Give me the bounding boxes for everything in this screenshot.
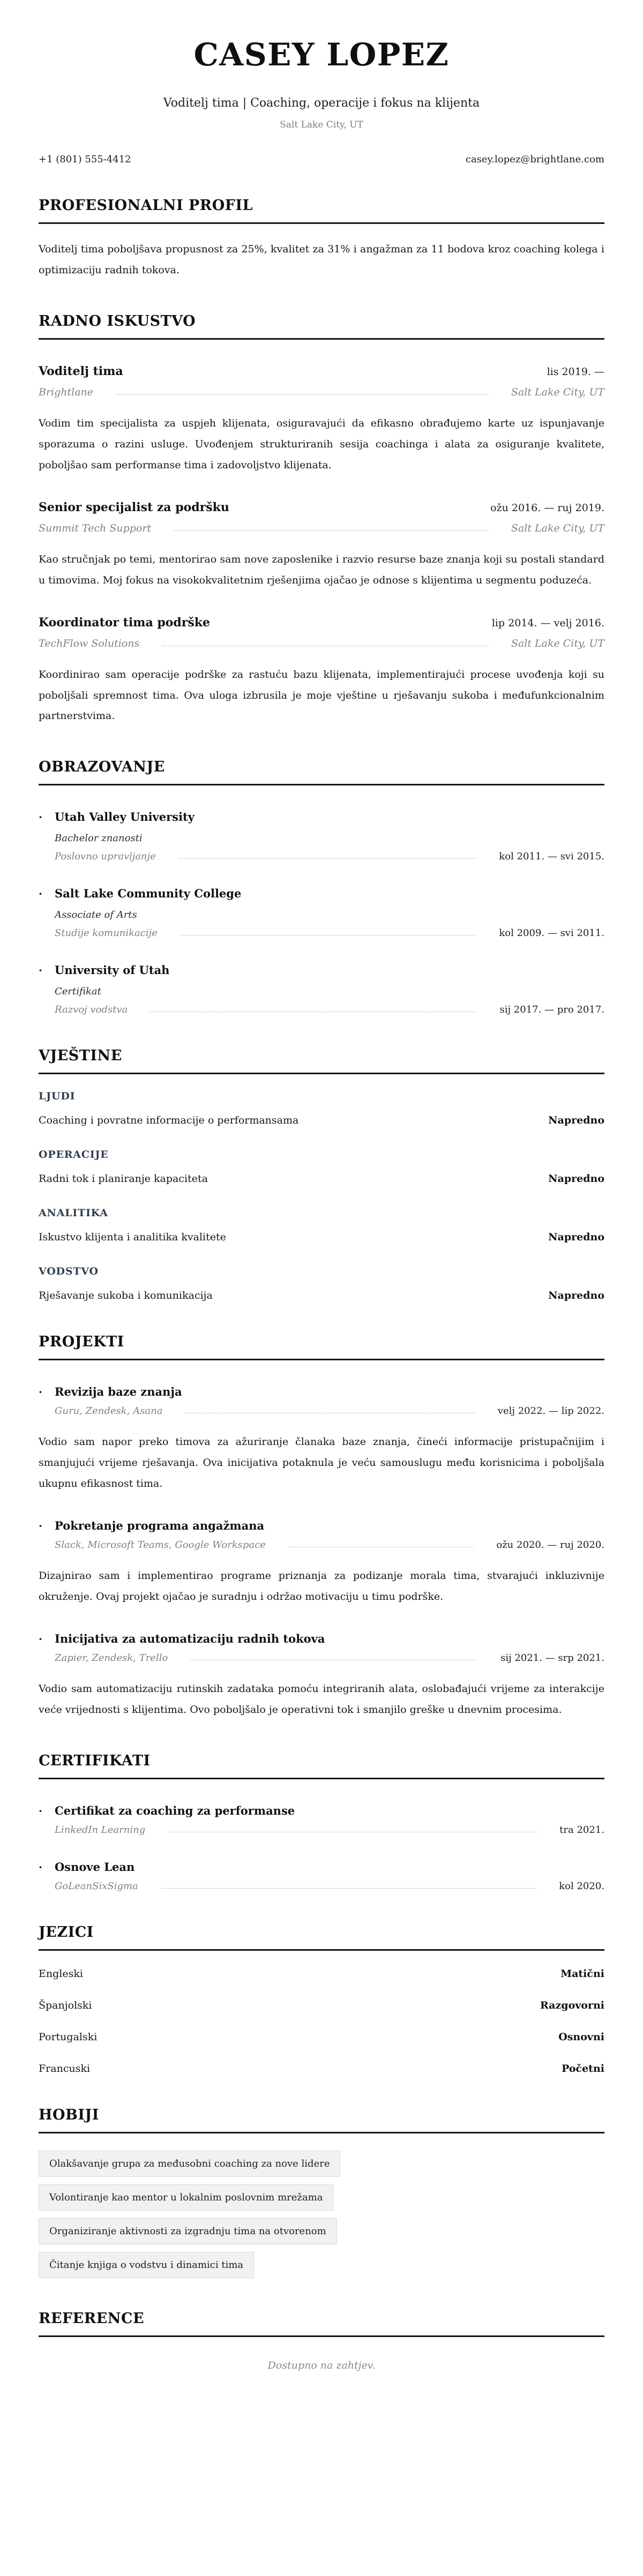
project-dates: ožu 2020. — ruj 2020. — [496, 1539, 604, 1551]
section-title-references: REFERENCE — [39, 2310, 604, 2337]
skill-name: Iskustvo klijenta i analitika kvalitete — [39, 1231, 226, 1244]
bullet-icon — [39, 811, 55, 823]
education-field-row — [39, 927, 604, 939]
certification-entry — [39, 1860, 604, 1892]
bullet-icon — [39, 1519, 55, 1532]
skill-level: Napredno — [548, 1290, 604, 1302]
dotted-divider — [161, 1888, 536, 1889]
section-title-profile: PROFESIONALNI PROFIL — [39, 197, 604, 224]
job-company: TechFlow Solutions — [39, 637, 140, 649]
project-entry — [39, 1519, 604, 1607]
job-entry — [39, 364, 604, 476]
hobby-tag: Organiziranje aktivnosti za izgradnju tima na otvorenom — [39, 2218, 337, 2244]
education-field-row — [39, 851, 604, 862]
project-name: Pokretanje programa angažmana — [55, 1519, 265, 1533]
education-head — [39, 887, 604, 900]
skill-row — [39, 1290, 604, 1301]
job-subrow — [39, 522, 604, 534]
project-entry — [39, 1385, 604, 1494]
section-skills — [39, 1047, 604, 1301]
candidate-email: casey.lopez@brightlane.com — [465, 154, 604, 165]
skill-group — [39, 1090, 604, 1126]
profile-text: Voditelj tima poboljšava propusnost za 25%, kvalitet za 31% i angažman za 11 bodova kroz coaching kolega i optimizaciju radnih tokova. — [39, 243, 604, 276]
project-entry — [39, 1632, 604, 1720]
language-name: Engleski — [39, 1967, 83, 1980]
dotted-divider — [116, 394, 489, 395]
education-head — [39, 963, 604, 977]
job-title: Koordinator tima podrške — [39, 615, 211, 630]
job-location: Salt Lake City, UT — [511, 386, 604, 398]
section-title-languages: JEZICI — [39, 1924, 604, 1951]
language-name: Španjolski — [39, 1999, 92, 2011]
hobby-list — [39, 2151, 604, 2278]
contact-row — [39, 154, 604, 165]
job-description: Koordinirao sam operacije podrške za rastuću bazu klijenata, implementirajući procese uvođenja koji su poboljšali spremnost tima. Ova uloga izbrusila je moje vještine u rješavanju sukoba i međufunkcionalnim partnerstvima. — [39, 668, 604, 722]
job-company: Brightlane — [39, 386, 94, 398]
language-name: Francuski — [39, 2062, 91, 2075]
language-level: Početni — [562, 2062, 604, 2075]
project-description: Dizajnirao sam i implementirao programe priznanja za podizanje morala tima, stvarajući inkluzivnije okruženje. Ovaj projekt ojačao je suradnju i održao motivaciju u timu podrške. — [39, 1570, 604, 1603]
dotted-divider — [178, 858, 476, 859]
candidate-location: Salt Lake City, UT — [280, 119, 363, 130]
project-head — [39, 1632, 604, 1645]
skill-category: ANALITIKA — [39, 1207, 108, 1219]
resume-header — [39, 36, 604, 165]
project-dates: velj 2022. — lip 2022. — [497, 1405, 604, 1417]
project-tools-row — [39, 1539, 604, 1551]
education-entry — [39, 963, 604, 1015]
candidate-name: CASEY LOPEZ — [193, 36, 450, 73]
section-references — [39, 2310, 604, 2371]
certification-head — [39, 1804, 604, 1817]
language-name: Portugalski — [39, 2031, 98, 2043]
skill-group — [39, 1265, 604, 1301]
skill-name: Coaching i povratne informacije o performansama — [39, 1114, 299, 1127]
job-title: Senior specijalist za podršku — [39, 500, 229, 514]
section-title-certifications: CERTIFIKATI — [39, 1753, 604, 1779]
project-tools: Guru, Zendesk, Asana — [55, 1405, 163, 1417]
certification-entry — [39, 1804, 604, 1836]
section-projects — [39, 1334, 604, 1720]
bullet-icon — [39, 1804, 55, 1817]
job-head — [39, 616, 604, 630]
skill-category: LJUDI — [39, 1090, 76, 1103]
project-tools-row — [39, 1652, 604, 1664]
project-dates: sij 2021. — srp 2021. — [500, 1652, 604, 1664]
education-entry — [39, 887, 604, 939]
project-description: Vodio sam automatizaciju rutinskih zadataka pomoću integriranih alata, oslobađajući vrijeme za interakcije veće vrijednosti s klijentima. Ovo poboljšalo je operativni tok i smanjilo greške u dnevnim procesima. — [39, 1683, 604, 1716]
project-head — [39, 1519, 604, 1532]
certification-name: Osnove Lean — [55, 1860, 135, 1874]
skill-row — [39, 1231, 604, 1243]
hobby-tag: Volontiranje kao mentor u lokalnim poslovnim mrežama — [39, 2184, 333, 2211]
language-level: Razgovorni — [540, 1999, 604, 2011]
education-field-row — [39, 1004, 604, 1015]
skill-category: VODSTVO — [39, 1265, 99, 1278]
skill-name: Radni tok i planiranje kapaciteta — [39, 1173, 208, 1185]
job-subrow — [39, 386, 604, 398]
certification-issuer-row — [39, 1824, 604, 1836]
section-title-projects: PROJEKTI — [39, 1334, 604, 1360]
certification-issuer: LinkedIn Learning — [55, 1824, 146, 1836]
project-name: Revizija baze znanja — [55, 1385, 182, 1399]
references-note: Dostupno na zahtjev. — [267, 2359, 376, 2371]
section-title-education: OBRAZOVANJE — [39, 759, 604, 785]
skill-group — [39, 1207, 604, 1243]
dotted-divider — [174, 530, 489, 531]
education-dates: sij 2017. — pro 2017. — [499, 1004, 604, 1016]
skill-level: Napredno — [548, 1114, 604, 1127]
section-title-experience: RADNO ISKUSTVO — [39, 313, 604, 340]
certification-date: tra 2021. — [559, 1824, 604, 1836]
project-tools: Zapier, Zendesk, Trello — [55, 1652, 168, 1664]
language-row — [39, 2000, 604, 2011]
education-degree: Associate of Arts — [55, 909, 137, 921]
education-school: Salt Lake Community College — [55, 887, 242, 901]
job-dates: ožu 2016. — ruj 2019. — [490, 501, 604, 514]
education-field: Poslovno upravljanje — [55, 851, 156, 863]
certification-issuer: GoLeanSixSigma — [55, 1880, 138, 1892]
bullet-icon — [39, 1861, 55, 1874]
bullet-icon — [39, 1386, 55, 1398]
section-languages — [39, 1924, 604, 2075]
certification-issuer-row — [39, 1881, 604, 1892]
project-description: Vodio sam napor preko timova za ažuriranje članaka baze znanja, čineći informacije pristupačnijim i smanjujući vrijeme rješavanja. Ova inicijativa potaknula je veću samouslugu među korisnicima i poboljšala ukupnu efikasnost tima. — [39, 1436, 604, 1490]
section-experience — [39, 313, 604, 727]
job-head — [39, 500, 604, 514]
job-description: Kao stručnjak po temi, mentorirao sam nove zaposlenike i razvio resurse baze znanja koji su postali standard u timovima. Moj fokus na visokokvalitetnim rješenjima ojačao je odnose s klijentima u segmentu poduzeća. — [39, 553, 604, 586]
education-school: University of Utah — [55, 963, 170, 977]
skill-row — [39, 1173, 604, 1185]
skill-level: Napredno — [548, 1173, 604, 1185]
job-company: Summit Tech Support — [39, 522, 152, 534]
job-location: Salt Lake City, UT — [511, 637, 604, 649]
job-entry — [39, 500, 604, 591]
language-row — [39, 2063, 604, 2075]
education-dates: kol 2009. — svi 2011. — [499, 927, 604, 939]
education-field: Razvoj vodstva — [55, 1004, 128, 1016]
skill-group — [39, 1149, 604, 1185]
job-location: Salt Lake City, UT — [511, 522, 604, 534]
education-field: Studije komunikacije — [55, 927, 158, 939]
job-description: Vodim tim specijalista za uspjeh klijenata, osiguravajući da efikasno obrađujemo karte uz ispunjavanje sporazuma o razini usluge. Uvođenjem strukturiranih sesija coachinga i alata za osiguranje kvalitete, poboljšao sam performanse tima i zadovoljstvo klijenata. — [39, 417, 604, 471]
education-dates: kol 2011. — svi 2015. — [499, 851, 604, 863]
hobby-tag: Čitanje knjiga o vodstvu i dinamici tima — [39, 2252, 254, 2278]
section-title-skills: VJEŠTINE — [39, 1047, 604, 1074]
candidate-phone: +1 (801) 555-4412 — [39, 154, 131, 165]
certification-date: kol 2020. — [559, 1880, 604, 1892]
bullet-icon — [39, 964, 55, 977]
education-degree: Certifikat — [55, 986, 101, 998]
certification-name: Certifikat za coaching za performanse — [55, 1803, 295, 1817]
candidate-headline: Voditelj tima | Coaching, operacije i fokus na klijenta — [163, 96, 480, 110]
bullet-icon — [39, 1633, 55, 1645]
job-dates: lis 2019. — — [547, 365, 604, 378]
certification-head — [39, 1860, 604, 1874]
project-name: Inicijativa za automatizaciju radnih tokova — [55, 1632, 325, 1646]
project-head — [39, 1385, 604, 1398]
section-profile — [39, 197, 604, 281]
section-certifications — [39, 1753, 604, 1892]
job-entry — [39, 616, 604, 727]
skill-name: Rješavanje sukoba i komunikacija — [39, 1290, 213, 1302]
skill-level: Napredno — [548, 1231, 604, 1244]
job-dates: lip 2014. — velj 2016. — [491, 617, 604, 629]
job-head — [39, 364, 604, 378]
project-tools: Slack, Microsoft Teams, Google Workspace — [55, 1539, 266, 1551]
section-education — [39, 759, 604, 1015]
language-level: Osnovni — [558, 2031, 604, 2043]
education-school: Utah Valley University — [55, 810, 195, 824]
hobby-tag: Olakšavanje grupa za međusobni coaching za nove lidere — [39, 2151, 340, 2177]
education-head — [39, 810, 604, 823]
job-subrow — [39, 638, 604, 649]
skill-category: OPERACIJE — [39, 1149, 109, 1161]
education-entry — [39, 810, 604, 862]
education-degree: Bachelor znanosti — [55, 833, 143, 844]
section-hobbies — [39, 2107, 604, 2278]
language-level: Matični — [560, 1967, 604, 1980]
section-title-hobbies: HOBIJI — [39, 2107, 604, 2133]
bullet-icon — [39, 887, 55, 900]
skill-row — [39, 1114, 604, 1126]
project-tools-row — [39, 1405, 604, 1417]
language-row — [39, 1968, 604, 1980]
language-row — [39, 2031, 604, 2043]
job-title: Voditelj tima — [39, 364, 123, 378]
